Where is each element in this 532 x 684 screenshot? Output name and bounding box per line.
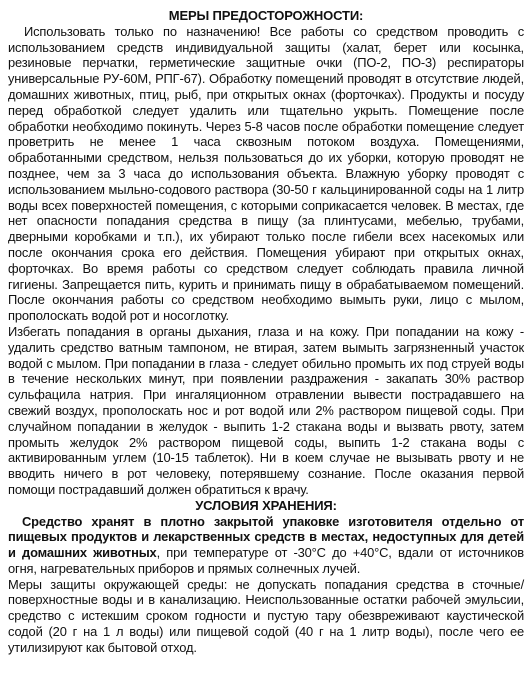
precautions-paragraph-general: Использовать только по назначению! Все работы со средством проводить с использованием средств индивидуальной защиты (халат, берет или косынка, резиновые перчатки, герметические защитные очки (ПО-2, ПО-3) респираторы универсальные РУ-60М, РПГ-67). Обработку помещений проводят в отсутствие людей, домашних животных, птиц, рыб, при открытых окнах (форточках). Продукты и посуду перед обработкой следует удалить или тщательно укрыть. Помещение после обработки необходимо покинуть. Через 5-8 часов после обработки помещение следует проветрить не менее 1 часа сквозным потоком воздуха. Помещениями, обработанными средством, нельзя пользоваться до их уборки, которую проводят не позднее, чем за 3 часа до использования объекта. Влажную уборку проводят с использованием мыльно-содового раствора (30-50 г кальцинированной соды на 1 литр воды всех поверхностей помещения, с которыми соприкасается человек. В местах, где нет опасности попадания средства в пищу (за плинтусами, мебелью, трубами, дверными коробками и т.п.), их убирают только после гибели всех насекомых или после окончания срока его действия. Помещения убирают при открытых окнах, форточках. Во время работы со средством следует соблюдать правила личной гигиены. Запрещается пить, курить и принимать пищу в обрабатываемом помещений. После окончания работы со средством необходимо вымыть руки, лицо с мылом, прополоскать водой рот и носоглотку.: [8, 23, 524, 324]
storage-paragraph: [8, 514, 524, 577]
environment-paragraph: Меры защиты окружающей среды: не допускать попадания средства в сточные/поверхностные воды и в канализацию. Неиспользованные остатки рабочей эмульсии, средство с истекшим сроком годности и пустую тару обезвреживают каустической содой (20 г на 1 л воды) или пищевой содой (40 г на 1 литр воды), после чего ее утилизируют как бытовой отход.: [8, 576, 524, 655]
storage-heading: УСЛОВИЯ ХРАНЕНИЯ:: [195, 497, 337, 513]
storage-bold-text: Средство хранят в плотно закрытой упаковке изготовителя отдельно от пищевых продуктов и лекарственных средств в местах, недоступных для детей и домашних животных: [8, 513, 524, 561]
precautions-heading: МЕРЫ ПРЕДОСТОРОЖНОСТИ:: [168, 8, 364, 23]
precautions-paragraph-first-aid: Избегать попадания в органы дыхания, глаза и на кожу. При попадании на кожу - удалить средство ватным тампоном, не втирая, затем вымыть загрязненный участок водой с мылом. При попадании в глаза - следует обильно промыть их под струей воды в течение нескольких минут, при появлении раздражения - закапать 30% раствор сульфацила натрия. При ингаляционном отравлении вывести пострадавшего на свежий воздух, прополоскать нос и рот водой или 2% раствором пищевой соды. При случайном попадании в желудок - выпить 1-2 стакана воды и вызвать рвоту, затем промыть желудок 2% раствором пищевой соды, выпить 1-2 стакана воды с активированным углем (10-15 таблеток). Ни в коем случае не вызывать рвоту и не вводить ничего в рот человеку, потерявшему сознание. После оказания первой помощи пострадавший должен обратиться к врачу.: [8, 323, 524, 497]
storage-rest-text: , при температуре от -30°С до +40°С, вдали от источников огня, нагревательных приборов и прямых солнечных лучей.: [8, 545, 524, 576]
instruction-document: [8, 8, 524, 656]
